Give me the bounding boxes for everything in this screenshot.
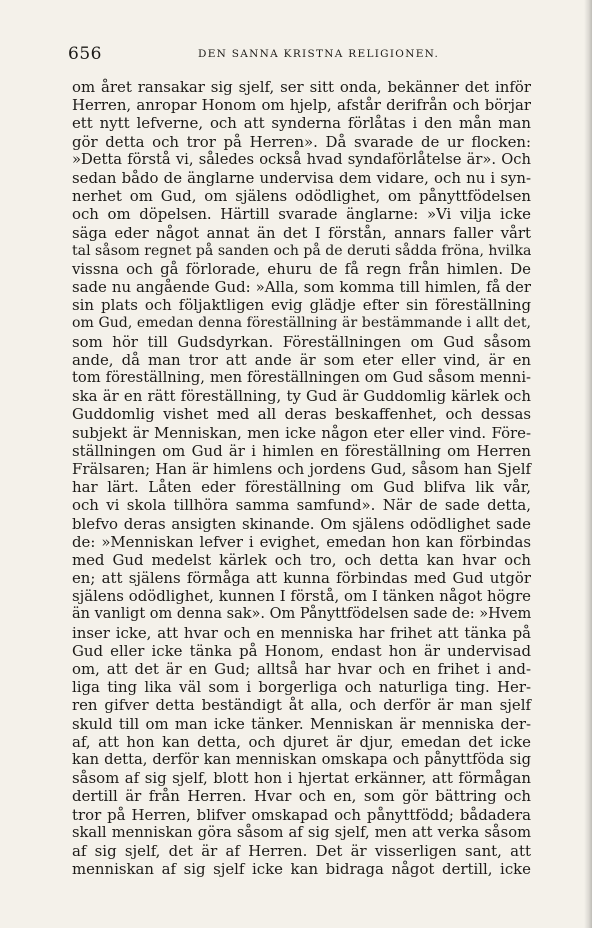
text-line: menniskan af sig sjelf icke kan bidraga något dertill, icke [72, 860, 531, 879]
text-line: ska är en rätt föreställning, ty Gud är Guddomlig kärlek och [72, 387, 531, 406]
text-line: Herren, anropar Honom om hjelp, afstår derifrån och börjar [72, 96, 531, 115]
text-line: som hör till Gudsdyrkan. Föreställningen om Gud såsom [72, 332, 531, 351]
text-line: subjekt är Menniskan, men icke någon eter eller vind. Före- [72, 423, 531, 442]
text-line: ställningen om Gud är i himlen en föreställning om Herren [72, 441, 531, 460]
text-line: liga ting lika väl som i borgerliga och naturliga ting. Her- [72, 678, 531, 697]
text-line: om, att det är en Gud; alltså har hvar och en frihet i and- [72, 660, 531, 678]
text-line: en; att själens förmåga att kunna förbindas med Gud utgör [72, 569, 531, 588]
text-line: själens odödlighet, kunnen I förstå, om I tänken något högre [72, 587, 531, 606]
page-number: 656 [68, 44, 102, 64]
text-line: de: »Menniskan lefver i evighet, emedan hon kan förbindas [72, 532, 531, 551]
text-line: om Gud, emedan denna föreställning är bestämmande i allt det, [72, 315, 531, 332]
text-line: blefvo deras ansigten skinande. Om själens odödlighet sade [72, 514, 531, 533]
text-line: nerhet om Gud, om själens odödlighet, om pånyttfödelsen [72, 187, 531, 206]
text-line: Frälsaren; Han är himlens och jordens Gud, såsom han Sjelf [72, 459, 531, 478]
text-line: sade nu angående Gud: »Alla, som komma till himlen, få der [72, 278, 531, 297]
text-line: såsom af sig sjelf, blott hon i hjertat erkänner, att förmågan [72, 769, 531, 788]
text-line: än vanligt om denna sak». Om Pånyttfödelsen sade de: »Hvem [72, 606, 532, 623]
text-line: ande, då man tror att ande är som eter eller vind, är en [72, 350, 531, 369]
text-line: tal såsom regnet på sanden och på de deruti sådda fröna, hvilka [72, 242, 532, 259]
page-header [68, 44, 538, 66]
text-line: dertill är från Herren. Hvar och en, som gör bättring och [72, 787, 531, 806]
text-line: och vi skola tillhöra samma samfund». När de sade detta, [72, 496, 531, 515]
text-line: och om döpelsen. Härtill svarade änglarne: »Vi vilja icke [72, 205, 531, 224]
text-line: gör detta och tror på Herren». Då svarade de ur flocken: [72, 132, 531, 151]
text-line: tom föreställning, men föreställningen om Gud såsom menni- [72, 369, 531, 386]
text-line: sedan bådo de änglarne undervisa dem vidare, och nu i syn- [72, 168, 531, 187]
text-line: med Gud medelst kärlek och tro, och detta kan hvar och [72, 550, 531, 569]
text-line: Gud eller icke tänka på Honom, endast hon är undervisad [72, 641, 531, 660]
text-line: af, att hon kan detta, och djuret är djur, emedan det icke [72, 732, 531, 751]
text-line: tror på Herren, blifver omskapad och pånyttfödd; bådadera [72, 805, 531, 824]
text-line: ren gifver detta beständigt åt alla, och derför är man sjelf [72, 696, 531, 715]
text-line: har lärt. Låten eder föreställning om Gud blifva lik vår, [72, 478, 531, 497]
running-title: DEN SANNA KRISTNA RELIGIONEN. [198, 48, 440, 60]
page-edge-shadow [584, 0, 592, 928]
text-line: Guddomlig vishet med all deras beskaffenhet, och dessas [72, 405, 531, 424]
text-line: inser icke, att hvar och en menniska har frihet att tänka på [72, 623, 531, 642]
body-text [72, 78, 531, 878]
text-line: skuld till om man icke tänker. Menniskan är menniska der- [72, 714, 531, 733]
text-line: om året ransakar sig sjelf, ser sitt onda, bekänner det inför [72, 78, 531, 96]
text-line: kan detta, derför kan menniskan omskapa och pånyttföda sig [72, 750, 531, 768]
text-line: ett nytt lefverne, och att synderna förlåtas i den mån man [72, 114, 531, 133]
text-line: af sig sjelf, det är af Herren. Det är visserligen sant, att [72, 841, 531, 860]
text-line: säga eder något annat än det I förstån, annars faller vårt [72, 223, 531, 242]
text-line: »Detta förstå vi, således också hvad syndaförlåtelse är». Och [72, 150, 531, 168]
text-line: skall menniskan göra såsom af sig sjelf, men att verka såsom [72, 823, 531, 841]
text-line: sin plats och följaktligen evig glädje efter sin föreställning [72, 296, 531, 315]
text-line: vissna och gå förlorade, ehuru de få regn från himlen. De [72, 259, 531, 278]
